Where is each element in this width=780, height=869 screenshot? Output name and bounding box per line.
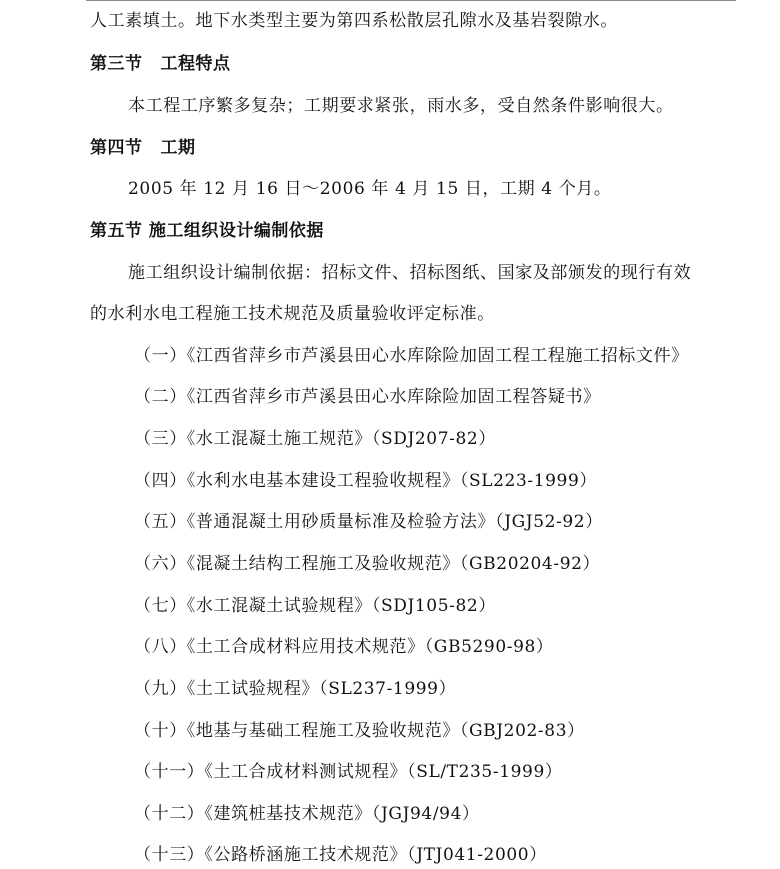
reference-item-5: （五）《普通混凝土用砂质量标准及检验方法》（JGJ52-92） — [134, 512, 603, 532]
page-top-rule — [86, 0, 736, 1]
reference-item-4: （四）《水利水电基本建设工程验收规程》（SL223-1999） — [134, 471, 597, 491]
reference-item-6: （六）《混凝土结构工程施工及验收规范》（GB20204-92） — [134, 554, 601, 574]
section-3-title: 工程特点 — [160, 54, 231, 74]
reference-item-11: （十一）《土工合成材料测试规程》（SL/T235-1999） — [134, 762, 563, 782]
reference-item-8: （八）《土工合成材料应用技术规范》（GB5290-98） — [134, 637, 554, 657]
section-5-paragraph-line-2: 的水利水电工程施工技术规范及质量验收评定标准。 — [90, 304, 495, 324]
section-5-paragraph-line-1: 施工组织设计编制依据：招标文件、招标图纸、国家及部颁发的现行有效 — [128, 263, 692, 283]
section-4-title: 工期 — [160, 138, 196, 158]
section-5-heading: 第五节 施工组织设计编制依据 — [90, 221, 324, 241]
section-3-number: 第三节 — [90, 54, 143, 74]
reference-item-10: （十）《地基与基础工程施工及验收规范》（GBJ202-83） — [134, 721, 585, 741]
section-4-paragraph: 2005 年 12 月 16 日～2006 年 4 月 15 日，工期 4 个月。 — [128, 179, 612, 199]
reference-item-7: （七）《水工混凝土试验规程》（SDJ105-82） — [134, 596, 496, 616]
section-3-paragraph: 本工程工序繁多复杂；工期要求紧张，雨水多，受自然条件影响很大。 — [128, 96, 674, 116]
reference-item-3: （三）《水工混凝土施工规范》（SDJ207-82） — [134, 429, 496, 449]
reference-item-2: （二）《江西省萍乡市芦溪县田心水库除险加固工程答疑书》 — [134, 387, 601, 407]
reference-item-9: （九）《土工试验规程》（SL237-1999） — [134, 679, 457, 699]
reference-item-12: （十二）《建筑桩基技术规范》（JGJ94/94） — [134, 804, 480, 824]
reference-item-1: （一）《江西省萍乡市芦溪县田心水库除险加固工程工程施工招标文件》 — [134, 346, 689, 366]
section-3-heading — [90, 52, 231, 76]
section-4-heading — [90, 136, 196, 160]
reference-item-13: （十三）《公路桥涵施工技术规范》（JTJ041-2000） — [134, 845, 547, 865]
section-4-number: 第四节 — [90, 138, 143, 158]
opening-line: 人工素填土。地下水类型主要为第四系松散层孔隙水及基岩裂隙水。 — [90, 11, 618, 31]
